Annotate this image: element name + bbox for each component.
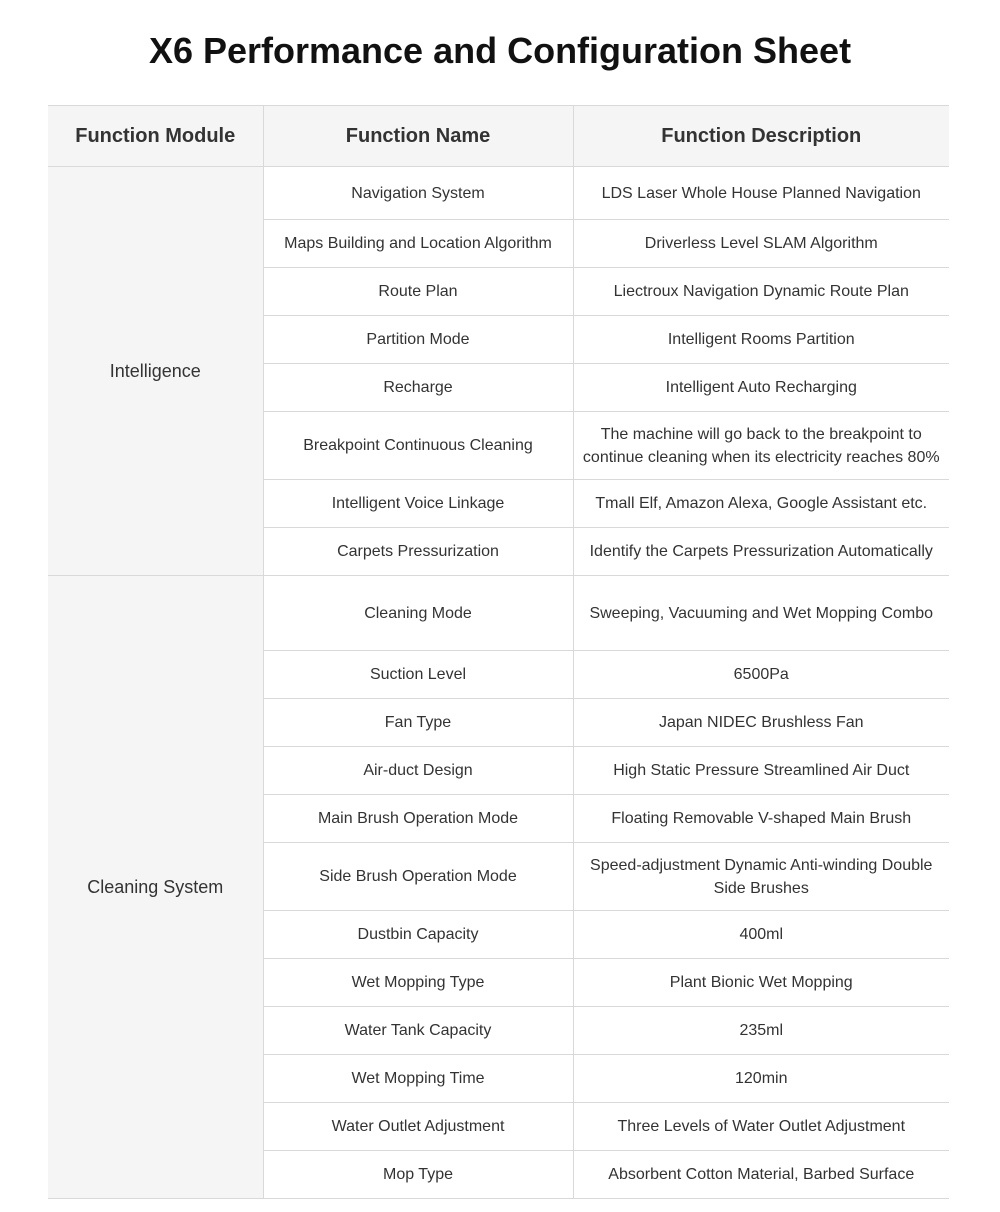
function-description: Absorbent Cotton Material, Barbed Surface xyxy=(573,1151,949,1199)
table-header-row xyxy=(48,106,949,167)
module-cleaning-system: Cleaning System xyxy=(48,576,263,1199)
function-name: Breakpoint Continuous Cleaning xyxy=(263,412,573,480)
header-function-name: Function Name xyxy=(263,106,573,167)
function-name: Water Tank Capacity xyxy=(263,1007,573,1055)
function-description: Japan NIDEC Brushless Fan xyxy=(573,699,949,747)
function-name: Dustbin Capacity xyxy=(263,911,573,959)
function-description: Driverless Level SLAM Algorithm xyxy=(573,220,949,268)
function-description: Intelligent Auto Recharging xyxy=(573,364,949,412)
function-description: Floating Removable V-shaped Main Brush xyxy=(573,795,949,843)
function-name: Suction Level xyxy=(263,651,573,699)
function-name: Mop Type xyxy=(263,1151,573,1199)
module-intelligence: Intelligence xyxy=(48,167,263,576)
function-description: 400ml xyxy=(573,911,949,959)
function-description: Plant Bionic Wet Mopping xyxy=(573,959,949,1007)
function-name: Partition Mode xyxy=(263,316,573,364)
function-name: Navigation System xyxy=(263,167,573,220)
function-description: Speed-adjustment Dynamic Anti-winding Double Side Brushes xyxy=(573,843,949,911)
function-name: Intelligent Voice Linkage xyxy=(263,480,573,528)
function-description: High Static Pressure Streamlined Air Duct xyxy=(573,747,949,795)
configuration-table xyxy=(48,105,949,1199)
function-description: Sweeping, Vacuuming and Wet Mopping Combo xyxy=(573,576,949,651)
function-name: Side Brush Operation Mode xyxy=(263,843,573,911)
function-name: Wet Mopping Type xyxy=(263,959,573,1007)
function-name: Recharge xyxy=(263,364,573,412)
function-name: Cleaning Mode xyxy=(263,576,573,651)
function-description: LDS Laser Whole House Planned Navigation xyxy=(573,167,949,220)
function-description: Identify the Carpets Pressurization Automatically xyxy=(573,528,949,576)
function-name: Water Outlet Adjustment xyxy=(263,1103,573,1151)
function-description: The machine will go back to the breakpoint to continue cleaning when its electricity reaches 80% xyxy=(573,412,949,480)
header-function-module: Function Module xyxy=(48,106,263,167)
header-function-description: Function Description xyxy=(573,106,949,167)
function-name: Fan Type xyxy=(263,699,573,747)
function-name: Air-duct Design xyxy=(263,747,573,795)
table-row xyxy=(48,167,949,220)
function-name: Route Plan xyxy=(263,268,573,316)
function-description: Three Levels of Water Outlet Adjustment xyxy=(573,1103,949,1151)
function-description: Tmall Elf, Amazon Alexa, Google Assistant etc. xyxy=(573,480,949,528)
function-name: Wet Mopping Time xyxy=(263,1055,573,1103)
function-description: 6500Pa xyxy=(573,651,949,699)
table-row xyxy=(48,576,949,651)
page-title: X6 Performance and Configuration Sheet xyxy=(148,30,852,71)
function-description: 120min xyxy=(573,1055,949,1103)
function-description: 235ml xyxy=(573,1007,949,1055)
function-name: Maps Building and Location Algorithm xyxy=(263,220,573,268)
function-name: Carpets Pressurization xyxy=(263,528,573,576)
function-name: Main Brush Operation Mode xyxy=(263,795,573,843)
function-description: Liectroux Navigation Dynamic Route Plan xyxy=(573,268,949,316)
function-description: Intelligent Rooms Partition xyxy=(573,316,949,364)
